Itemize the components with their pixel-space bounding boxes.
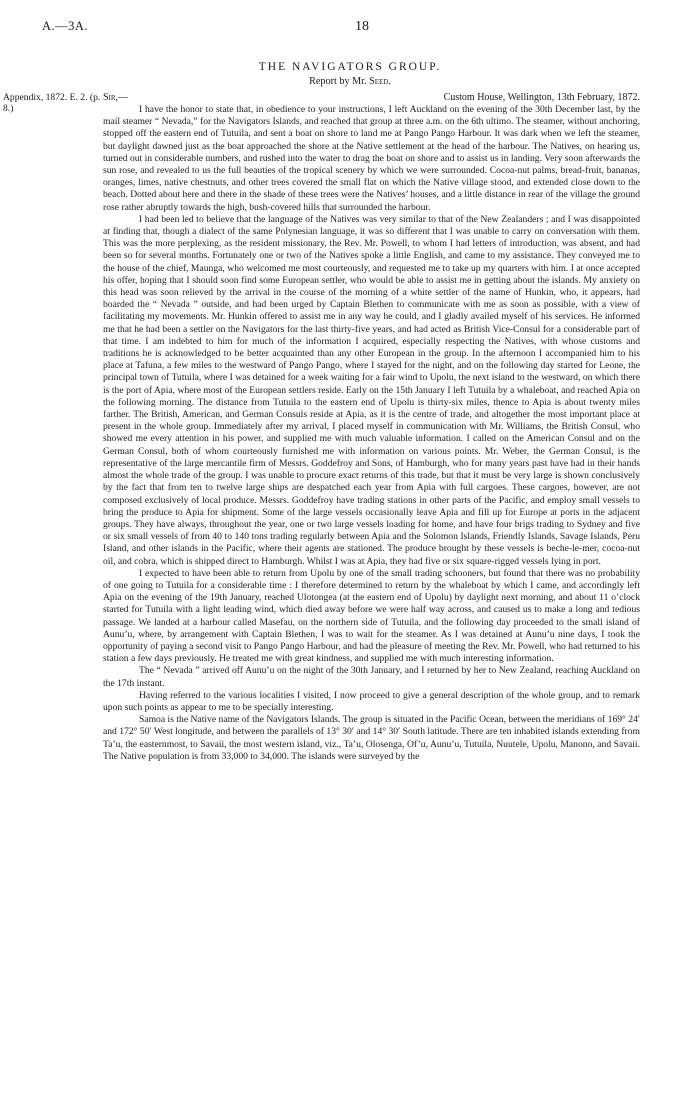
byline-prefix: Report by Mr. <box>309 76 370 87</box>
paragraph: The “ Nevada ” arrived off Aunu’u on the night of the 30th January, and I returned by her to New Zealand, reaching Auckland on the 17th instant. <box>103 665 640 689</box>
section-title: THE NAVIGATORS GROUP. <box>258 61 442 73</box>
author-name: Seed <box>369 76 389 87</box>
paragraph: Samoa is the Native name of the Navigators Islands. The group is situated in the Pacific Ocean, between the meridians of 169° 24′ and 172° 50′ West longitude, and between the parallels of 13° 30′ and 14° 30′ South latitude. There are ten inhabited islands extending from Ta’u, the easternmost, to Savaii, the most western island, viz., Ta’u, Olosenga, Of’u, Aunu’u, Tutuila, Nuutele, Upolu, Manono, and Savaii. The Native population is from 33,000 to 34,000. The islands were surveyed by the <box>103 714 640 762</box>
salutation: Sir,— <box>103 92 129 103</box>
report-byline <box>0 76 700 87</box>
paragraph: I expected to have been able to return from Upolu by one of the small trading schooners, but found that there was no probability of one going to Tutuila for a considerable time : I therefore determined to return by the whaleboat by which I came, and accordingly left Apia on the evening of the 19th January, reached Ulotongea (at the eastern end of Upolu) by daylight next morning, and about 11 o’clock started for Tutuila with a light leading wind, which died away before we were half way across, and caused us to make a long and tedious passage. We landed at a harbour called Masefau, on the northern side of Tutuila, and the following day proceeded to the small island of Aunu’u, where, by arrangement with Captain Blethen, I was to wait for the steamer. As I was detained at Aunu’u nine days, I took the opportunity of paying a second visit to Pango Pango Harbour, and had the pleasure of meeting the Rev. Mr. Powell, who had returned to his station a few days previously. He treated me with great kindness, and supplied me with much interesting information. <box>103 567 640 665</box>
document-reference: A.—3A. <box>42 19 89 33</box>
paragraph: Having referred to the various localities I visited, I now proceed to give a general description of the whole group, and to remark upon such points as appear to me to be specially interesting. <box>103 689 640 713</box>
paragraph: I have the honor to state that, in obedience to your instructions, I left Auckland on the evening of the 30th December last, by the mail steamer “ Nevada,” for the Navigators Islands, and reached that group at three a.m. on the 6th ultimo. The steamer, without anchoring, stopped off the eastern end of Tutuila, and sent a boat on shore to land me at Pango Pango Harbour. It was dark when we left the steamer, but daylight dawned just as the boat approached the shore at the Native settlement at the head of the harbour. The Natives, on hearing us, turned out in considerable numbers, and rushed into the water to drag the boat on shore and to assist us in landing. Very soon afterwards the sun rose, and revealed to us the full beauties of the tropical scenery by which we were surrounded. Cocoa-nut palms, bread-fruit, bananas, oranges, limes, native chestnuts, and other trees covered the small flat on which the Native village stood, and extended close down to the beach. Dotted about here and there in the shade of these trees were the Natives’ houses, and a little distance in rear of the village the ground rose rather abruptly towards the high, bush-covered hills that surrounded the harbour. <box>103 104 640 213</box>
paragraph: I had been led to believe that the language of the Natives was very similar to that of the New Zealanders ; and I was disappointed at finding that, though a dialect of the same Polynesian language, it was so different that I was unable to carry on conversation with them. This was the more perplexing, as the resident missionary, the Rev. Mr. Powell, to whom I had letters of introduction, was absent, and had been so for several months. Fortunately one or two of the Natives spoke a little English, and came to my assistance. They conveyed me to the house of the chief, Maunga, who welcomed me most courteously, and requested me to take up my quarters with him. I at once accepted his offer, hoping that I should soon find some European settler, who would be able to assist me in getting about the islands. My anxiety on this head was soon relieved by the arrival in the course of the morning of a white settler of the name of Hunkin, who, it appears, had boarded the “ Nevada ” outside, and had been urged by Captain Blethen to communicate with me as soon as possible, with a view of facilitating my movements. Mr. Hunkin offered to assist me in any way he could, and I gladly availed myself of his services. He informed me that he had been a settler on the Navigators for the last thirty-five years, and had acted as British Vice-Consul for a considerable part of that time. I am indebted to him for much of the information I acquired, especially respecting the Natives, with whose customs and traditions he is acknowledged to be better acquainted than any other European in the group. In the afternoon I accompanied him to his place at Tafuna, a few miles to the westward of Pango Pango, where I stayed for the night, and on the following day started for Leone, the principal town of Tutuila, where I was detained for a week waiting for a fair wind to Upolu, the next island to the westward, on which there is the port of Apia, where most of the European settlers reside. Early on the 15th January I left Tutuila by a whaleboat, and reached Apia on the following morning. The distance from Tutuila to the eastern end of Upolu is thirty-six miles, thence to Apia is about twenty miles farther. The British, American, and German Consuls reside at Apia, as it is the centre of trade, and altogether the most important place at present in the whole group. Immediately after my arrival, I placed myself in communication with Mr. Williams, the British Consul, who showed me every attention in his power, and supplied me with much valuable information. I called on the American Consul and on the German Consul, both of whom courteously furnished me with information on various points. Mr. Weber, the German Consul, is the representative of the large mercantile firm of Messrs. Goddefroy and Sons, of Hamburgh, who for many years past have had in their hands almost the whole trade of the group. I was unable to procure exact returns of this trade, but that it must be very large is shown conclusively by the fact that from ten to twelve large ships are despatched each year from Apia with full cargoes. These cargoes, however, are not composed exclusively of local produce. Messrs. Goddefroy have trading stations in other parts of the Pacific, and employ small vessels to bring the produce to Apia for shipment. Some of the large vessels occasionally leave Apia and fill up for Europe at ports in the adjacent groups. They have always, throughout the year, one or two large vessels loading for home, and have four brigs trading to Sydney and five or six small vessels of from 40 to 140 tons trading regularly between Apia and the Solomon Islands, Friendly Islands, Savage Islands, Peru Island, and other islands in the Pacific, where their agents are stationed. The produce brought by these vessels is beche-le-mer, cocoa-nut oil, and cobra, which is shipped direct to Hamburgh. Whilst I was at Apia, they had five or six square-rigged vessels lying in port. <box>103 213 640 567</box>
page-header <box>42 19 682 39</box>
page-number: 18 <box>355 19 369 34</box>
report-body <box>103 104 640 763</box>
margin-reference: Appendix, 1872. E. 2. (p. 8.) <box>3 92 101 115</box>
dateline: Custom House, Wellington, 13th February, 1872. <box>443 92 640 103</box>
byline-suffix: . <box>388 76 391 87</box>
